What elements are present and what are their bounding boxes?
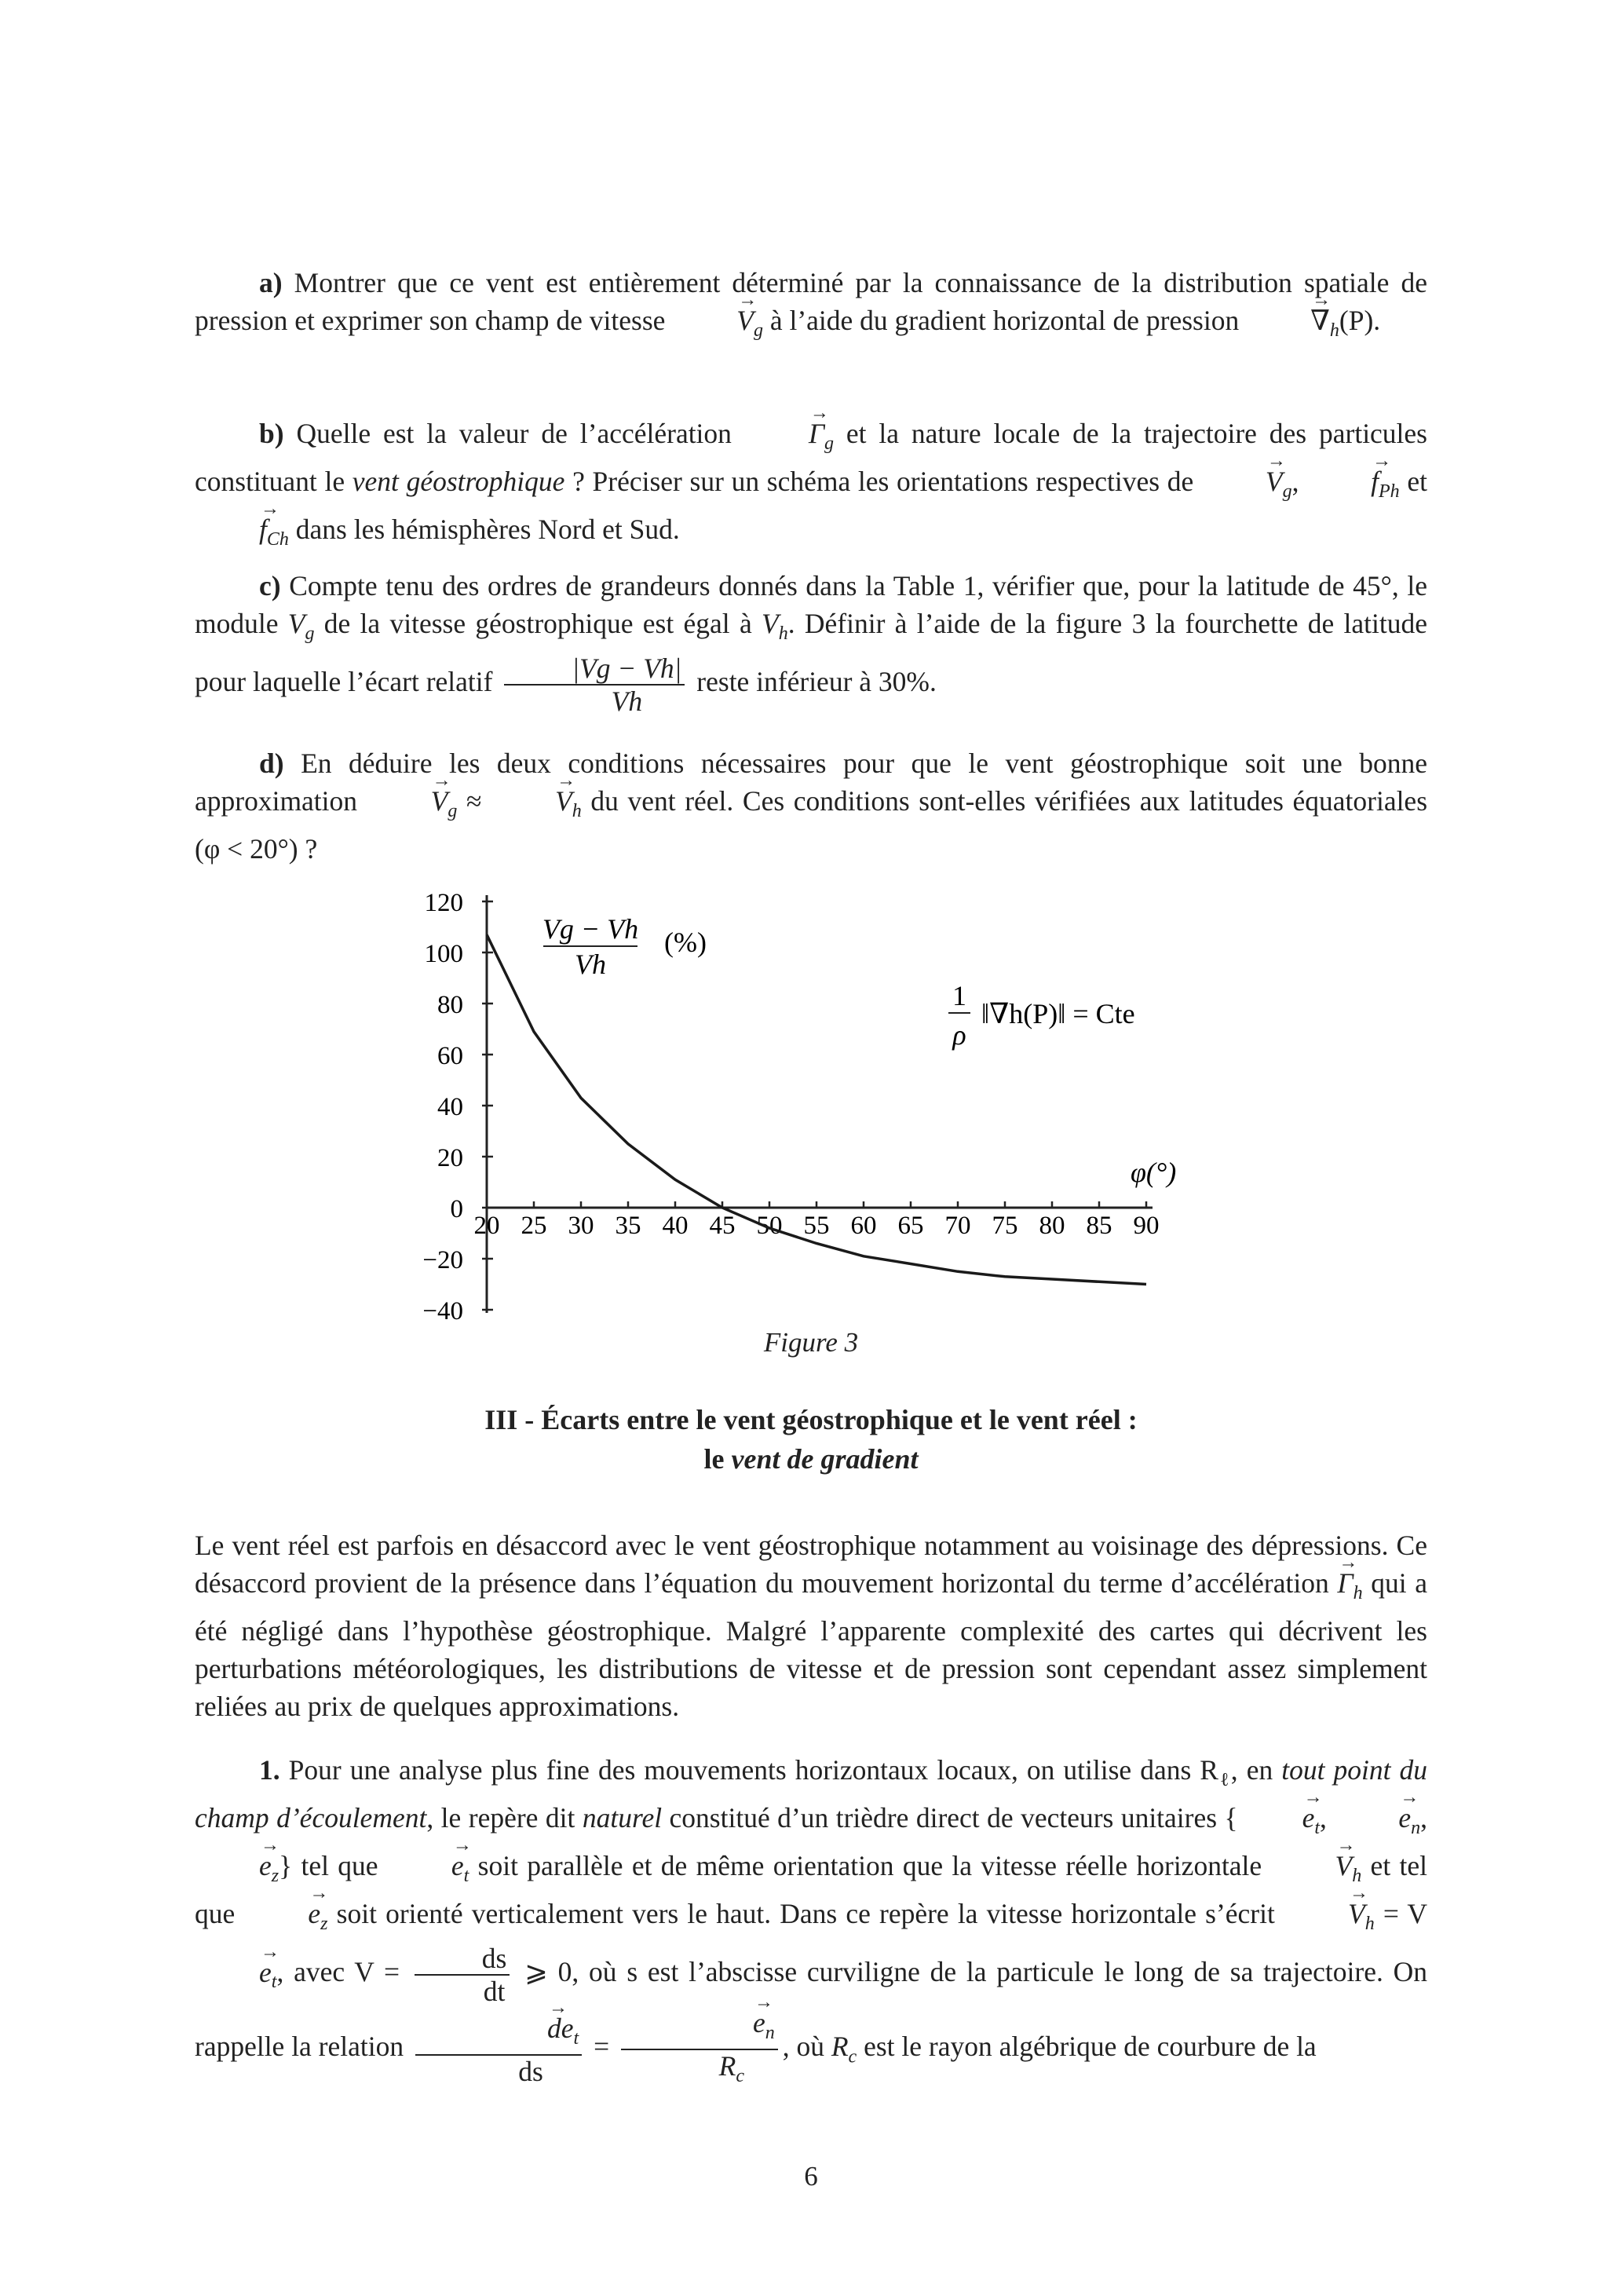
x-tick-label: 80	[1039, 1212, 1065, 1240]
y-tick-label: 60	[437, 1042, 463, 1070]
x-tick-label: 60	[850, 1212, 877, 1240]
x-tick-label: 85	[1086, 1212, 1112, 1240]
y-tick-label: 120	[424, 889, 463, 917]
x-tick-label: 55	[803, 1212, 830, 1240]
curvature-fraction-left: → $\frac{de_t}{ds}$	[415, 2013, 582, 2087]
relative-gap-fraction: $\frac{|Vg - Vh|}{Vh}$	[504, 653, 685, 717]
condition-label	[948, 980, 1135, 1051]
x-tick-label: 25	[521, 1212, 547, 1240]
x-tick-label: 50	[756, 1212, 783, 1240]
condition-denominator: ρ	[952, 1019, 966, 1051]
curve-label-numerator: Vg − Vh	[542, 913, 639, 945]
condition-numerator: 1	[952, 980, 966, 1011]
velocity-fraction: $\frac{ds}{dt}$	[415, 1943, 510, 2007]
question-a: a) Montrer que ce vent est entièrement déterminé par la connaissance de la distribution spatiale de pression et exprimer son champ de vitesse → $V_g$ à l’aide du gradient horizontal de pression → $\nabla_h(P)$.	[195, 264, 1427, 349]
x-tick-label: 65	[897, 1212, 924, 1240]
curve-label-unit: (%)	[664, 927, 707, 958]
question-b: b) Quelle est la valeur de l’accélération → $\Gamma_g$ et la nature locale de la trajectoire des particules constituant le vent géostrophique ? Préciser sur un schéma les orientations respectives de → $V_g$, → $f_{Ph}$ et → $f_{Ch}$ dans les hémisphères Nord et Sud.	[195, 415, 1427, 558]
curve-label	[542, 913, 707, 980]
x-tick-label: 70	[944, 1212, 971, 1240]
question-1-label: 1.	[259, 1754, 280, 1786]
question-d-label: d)	[259, 748, 284, 779]
section-title-line2: le vent de gradient	[703, 1443, 919, 1475]
x-tick-label: 30	[568, 1212, 594, 1240]
y-tick-label: 20	[437, 1144, 463, 1172]
section-title	[195, 1400, 1427, 1479]
y-tick-label: 100	[424, 940, 463, 968]
y-tick-label: 80	[437, 991, 463, 1019]
curve-label-denominator: Vh	[575, 949, 606, 980]
y-tick-label: −20	[422, 1246, 463, 1274]
question-b-label: b)	[259, 418, 284, 449]
x-tick-label: 35	[615, 1212, 641, 1240]
y-tick-label: −40	[422, 1297, 463, 1325]
y-tick-label: 40	[437, 1093, 463, 1121]
x-tick-label: 90	[1133, 1212, 1160, 1240]
section-title-line1: III - Écarts entre le vent géostrophique et le vent réel :	[484, 1404, 1138, 1435]
y-tick-label: 0	[450, 1195, 463, 1223]
question-a-label: a)	[259, 267, 283, 298]
question-1: 1. Pour une analyse plus fine des mouvements horizontaux locaux, on utilise dans $R_\ell$, en tout point du champ d’écoulement, le repère dit naturel constitué d’un trièdre direct de vecteurs unitaires {→ $e_t$, → $e_n$, → $e_z$} tel que → $e_t$ soit parallèle et de même orientation que la vitesse réelle horizontale → $V_h$ et tel que → $e_z$ soit orienté verticalement vers le haut. Dans ce repère la vitesse horizontale s’écrit → $V_h = V \to e_t$, avec V = $\frac{ds}{dt}$ ⩾ 0, où s est l’abscisse curviligne de la particule le long de sa trajectoire. On rappelle la relation → $\frac{de_t}{ds}$ = → $\frac{e_n}{R_c}$ , où $R_c$ est le rayon algébrique de courbure de la	[195, 1751, 1427, 2093]
curvature-fraction-right: → $\frac{e_n}{R_c}$	[621, 2007, 778, 2092]
figure-caption: Figure 3	[763, 1327, 859, 1358]
intro-paragraph: Le vent réel est parfois en désaccord avec le vent géostrophique notamment au voisinage des dépressions. Ce désaccord provient de la présence dans l’équation du mouvement horizontal du terme d’accélération → $\Gamma_h$ qui a été négligé dans l’hypothèse géostrophique. Malgré l’apparente complexité des cartes qui décrivent les perturbations météorologiques, les distributions de vitesse et de pression sont cependant assez simplement reliées au prix de quelques approximations.	[195, 1526, 1427, 1725]
question-c-label: c)	[259, 570, 281, 601]
x-tick-label: 75	[992, 1212, 1018, 1240]
y-ticks	[422, 889, 493, 1325]
condition-text: ‖∇h(P)‖ = Cte	[981, 998, 1135, 1029]
x-tick-label: 40	[662, 1212, 689, 1240]
x-tick-label: 20	[473, 1212, 500, 1240]
x-tick-label: 45	[709, 1212, 736, 1240]
question-d: d) En déduire les deux conditions nécessaires pour que le vent géostrophique soit une bonne approximation → $V_g$ ≈ → $V_h$ du vent réel. Ces conditions sont-elles vérifiées aux latitudes équatoriales (φ < 20°) ?	[195, 744, 1427, 868]
question-c: c) Compte tenu des ordres de grandeurs donnés dans la Table 1, vérifier que, pour la latitude de 45°, le module $V_g$ de la vitesse géostrophique est égal à $V_h$. Définir à l’aide de la figure 3 la fourchette de latitude pour laquelle l’écart relatif $\frac{|Vg - Vh|}{Vh}$ reste inférieur à 30%.	[195, 570, 1428, 718]
x-axis-label: φ(°)	[1131, 1157, 1177, 1188]
page-number: 6	[804, 2161, 818, 2192]
